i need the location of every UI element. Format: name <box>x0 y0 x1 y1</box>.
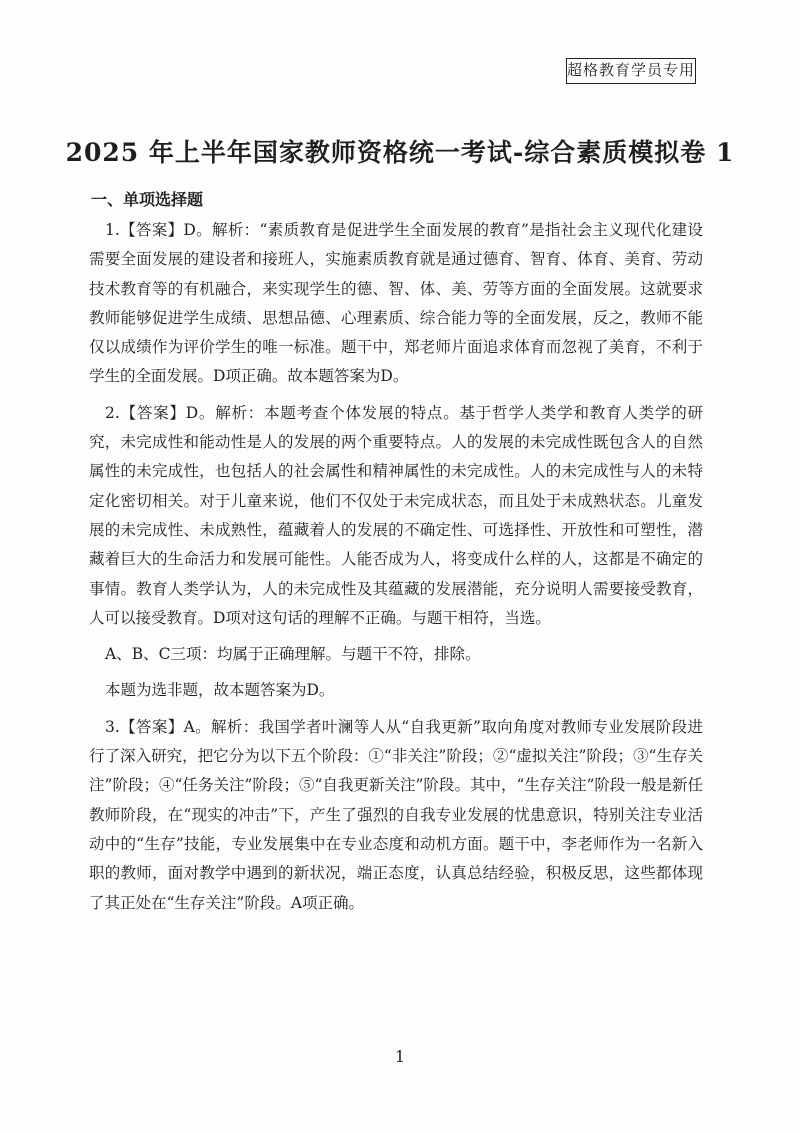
page-title: 2025 年上半年国家教师资格统一考试-综合素质模拟卷 1 <box>65 138 735 167</box>
answer-paragraph-q2-conclusion: 本题为选非题，故本题答案为D。 <box>105 681 335 700</box>
answer-paragraph-q2-options: A、B、C三项：均属于正确理解。与题干不符，排除。 <box>105 645 481 664</box>
answer-body <box>89 216 703 925</box>
answer-paragraph-q3: 3.【答案】A。解析：我国学者叶澜等人从“自我更新”取向角度对教师专业发展阶段进行了深入研究，把它分为以下五个阶段：①“非关注”阶段；②“虚拟关注”阶段；③“生存关注”阶段；④“任务关注”阶段；⑤“自我更新关注”阶段。其中，“生存关注”阶段一般是新任教师阶段，在“现实的冲击”下，产生了强烈的自我专业发展的忧患意识，特别关注专业活动中的“生存”技能，专业发展集中在专业态度和动机方面。题干中，李老师作为一名新入职的教师，面对教学中遇到的新状况，端正态度，认真总结经验，积极反思，这些都体现了其正处在“生存关注”阶段。A项正确。 <box>89 717 703 912</box>
student-only-stamp: 超格教育学员专用 <box>566 58 696 84</box>
answer-paragraph-q1: 1.【答案】D。解析：“素质教育是促进学生全面发展的教育”是指社会主义现代化建设需要全面发展的建设者和接班人，实施素质教育就是通过德育、智育、体育、美育、劳动技术教育等的有机融合，来实现学生的德、智、体、美、劳等方面的全面发展。这就要求教师能够促进学生成绩、思想品德、心理素质、综合能力等的全面发展，反之，教师不能仅以成绩作为评价学生的唯一标准。题干中，郑老师片面追求体育而忽视了美育，不利于学生的全面发展。D项正确。故本题答案为D。 <box>89 221 703 386</box>
answer-paragraph-q2: 2.【答案】D。解析：本题考查个体发展的特点。基于哲学人类学和教育人类学的研究，未完成性和能动性是人的发展的两个重要特点。人的发展的未完成性既包含人的自然属性的未完成性，也包括人的社会属性和精神属性的未完成性。人的未完成性与人的未特定化密切相关。对于儿童来说，他们不仅处于未完成状态，而且处于未成熟状态。儿童发展的未完成性、未成熟性，蕴藏着人的发展的不确定性、可选择性、开放性和可塑性，潜藏着巨大的生命活力和发展可能性。人能否成为人，将变成什么样的人，这都是不确定的事情。教育人类学认为，人的未完成性及其蕴藏的发展潜能，充分说明人需要接受教育，人可以接受教育。D项对这句话的理解不正确。与题干相符，当选。 <box>89 403 703 627</box>
section-heading: 一、单项选择题 <box>91 190 204 209</box>
page-number: 1 <box>394 1047 406 1066</box>
